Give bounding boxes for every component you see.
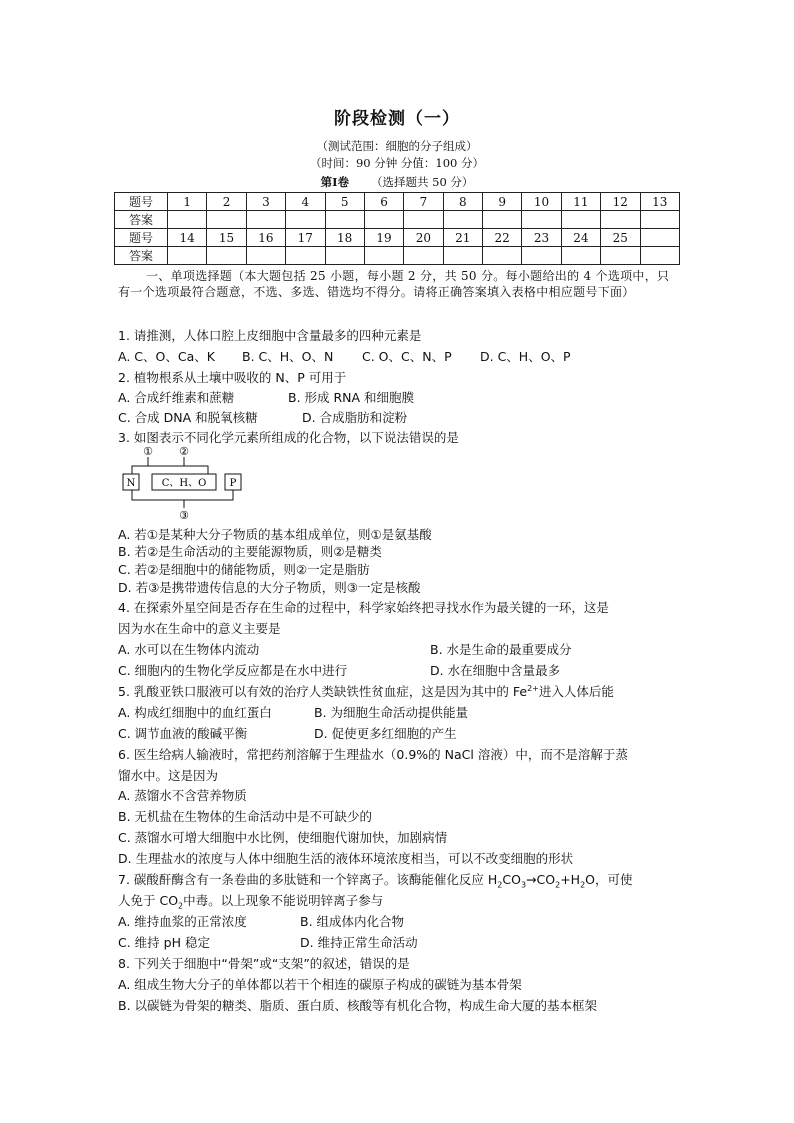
q8-option-b: B. 以碳链为骨架的糖类、脂质、蛋白质、核酸等有机化合物，构成生命大厦的基本框架 xyxy=(118,998,598,1013)
answer-table-cell xyxy=(364,247,403,265)
q3-option-d: D. 若③是携带遗传信息的大分子物质，则③一定是核酸 xyxy=(118,580,421,595)
question-4-stem-line1: 4. 在探索外星空间是否存在生命的过程中，科学家始终把寻找水作为最关键的一环，这是 xyxy=(118,600,609,615)
answer-table-cell xyxy=(483,247,522,265)
q7-text-i: O，可使 xyxy=(585,872,633,887)
q2-option-c: C. 合成 DNA 和脱氧核糖 xyxy=(118,410,258,425)
question-3-stem: 3. 如图表示不同化学元素所组成的化合物，以下说法错误的是 xyxy=(118,430,459,445)
q7-sub-1: 2 xyxy=(497,880,503,890)
diagram-box-cho-label: C、H、O xyxy=(161,478,207,489)
answer-table-row xyxy=(115,211,680,229)
q7-line2-a: 人免于 CO xyxy=(118,893,179,908)
q5-option-d: D. 促使更多红细胞的产生 xyxy=(314,726,457,741)
q7-sub-4: 2 xyxy=(580,880,586,890)
q7-text-g: +H xyxy=(560,872,581,887)
q4-option-b: B. 水是生命的最重要成分 xyxy=(430,642,572,657)
q2-option-a: A. 合成纤维素和蔗糖 xyxy=(118,390,235,405)
answer-table-cell: 19 xyxy=(364,229,403,247)
q1-option-b: B. C、H、O、N xyxy=(242,349,334,364)
answer-table-cell: 7 xyxy=(404,193,443,211)
answer-table-cell xyxy=(246,211,285,229)
q4-option-c: C. 细胞内的生物化学反应都是在水中进行 xyxy=(118,663,348,678)
question-7-stem-line2 xyxy=(118,891,383,911)
section-desc: （选择题共 50 分） xyxy=(370,175,474,189)
diagram-label-3: ③ xyxy=(179,509,189,522)
question-4-stem-line2: 因为水在生命中的意义主要是 xyxy=(118,621,281,636)
answer-table-cell xyxy=(325,211,364,229)
q7-sub-3: 2 xyxy=(555,880,561,890)
q7-text-e: →CO xyxy=(526,872,556,887)
answer-table-cell xyxy=(207,211,246,229)
q2-option-b: B. 形成 RNA 和细胞膜 xyxy=(288,390,415,405)
section-label: 第Ⅰ卷 xyxy=(320,175,349,189)
answer-table xyxy=(114,192,680,265)
answer-table-row xyxy=(115,247,680,265)
answer-table-cell: 2 xyxy=(207,193,246,211)
answer-table-cell: 8 xyxy=(443,193,482,211)
answer-table-cell: 14 xyxy=(168,229,207,247)
answer-table-cell xyxy=(168,247,207,265)
section-title xyxy=(0,174,794,190)
question-7-stem-line1 xyxy=(118,870,633,890)
answer-table-cell: 11 xyxy=(561,193,600,211)
answer-table-cell xyxy=(561,211,600,229)
answer-table-cell xyxy=(404,211,443,229)
q6-option-d: D. 生理盐水的浓度与人体中细胞生活的液体环境浓度相当，可以不改变细胞的形状 xyxy=(118,851,574,866)
answer-table-row-label: 答案 xyxy=(115,247,168,265)
answer-table-cell: 4 xyxy=(286,193,325,211)
q5-stem-part-a: 5. 乳酸亚铁口服液可以有效的治疗人类缺铁性贫血症，这是因为其中的 Fe xyxy=(118,684,528,699)
answer-table-cell: 15 xyxy=(207,229,246,247)
answer-table-cell xyxy=(640,247,680,265)
answer-table-row xyxy=(115,193,680,211)
answer-table-cell: 5 xyxy=(325,193,364,211)
answer-table-cell xyxy=(601,247,640,265)
q8-option-a: A. 组成生物大分子的单体都以若干个相连的碳原子构成的碳链为基本骨架 xyxy=(118,977,522,992)
q4-option-a: A. 水可以在生物体内流动 xyxy=(118,642,260,657)
q5-option-a: A. 构成红细胞中的血红蛋白 xyxy=(118,705,272,720)
answer-table-cell: 16 xyxy=(246,229,285,247)
answer-table-cell: 25 xyxy=(601,229,640,247)
answer-table-cell xyxy=(325,247,364,265)
answer-table-cell: 17 xyxy=(286,229,325,247)
answer-table-cell: 3 xyxy=(246,193,285,211)
answer-table-cell: 21 xyxy=(443,229,482,247)
q6-option-c: C. 蒸馏水可增大细胞中水比例，使细胞代谢加快，加剧病情 xyxy=(118,830,448,845)
q7-line2-sub: 2 xyxy=(178,901,184,911)
q7-line2-c: 中毒。以上现象不能说明锌离子参与 xyxy=(183,893,384,908)
answer-table-row-label: 题号 xyxy=(115,193,168,211)
answer-table-cell xyxy=(640,229,680,247)
answer-table-cell xyxy=(168,211,207,229)
answer-table-cell: 18 xyxy=(325,229,364,247)
q7-option-d: D. 维持正常生命活动 xyxy=(300,935,418,950)
test-scope: （测试范围：细胞的分子组成） xyxy=(316,139,478,153)
q5-option-c: C. 调节血液的酸碱平衡 xyxy=(118,726,248,741)
page-title: 阶段检测（一） xyxy=(334,109,460,129)
question-5-stem xyxy=(118,682,614,700)
answer-table-cell xyxy=(443,247,482,265)
question-6-stem-line2: 馏水中。这是因为 xyxy=(118,768,219,783)
answer-table-cell xyxy=(601,211,640,229)
answer-table-cell xyxy=(443,211,482,229)
q7-option-b: B. 组成体内化合物 xyxy=(300,914,405,929)
compound-diagram xyxy=(118,444,248,524)
answer-table-cell xyxy=(364,211,403,229)
q5-option-b: B. 为细胞生命活动提供能量 xyxy=(314,705,469,720)
answer-table-cell xyxy=(522,211,561,229)
diagram-box-n-label: N xyxy=(126,478,136,489)
q3-option-a: A. 若①是某种大分子物质的基本组成单位，则①是氨基酸 xyxy=(118,527,432,542)
q7-option-a: A. 维持血浆的正常浓度 xyxy=(118,914,247,929)
q7-sub-2: 3 xyxy=(520,880,527,890)
q2-option-d: D. 合成脂肪和淀粉 xyxy=(302,410,408,425)
answer-table-row-label: 答案 xyxy=(115,211,168,229)
answer-table-row-label: 题号 xyxy=(115,229,168,247)
q6-option-a: A. 蒸馏水不含营养物质 xyxy=(118,788,247,803)
answer-table-cell xyxy=(483,211,522,229)
answer-table-cell: 12 xyxy=(601,193,640,211)
time-and-score: （时间：90 分钟 分值：100 分） xyxy=(309,156,485,170)
answer-table-cell: 23 xyxy=(522,229,561,247)
diagram-box-p-label: P xyxy=(229,478,237,489)
answer-table-cell: 10 xyxy=(522,193,561,211)
q1-option-c: C. O、C、N、P xyxy=(362,349,452,364)
question-2-stem: 2. 植物根系从土壤中吸收的 N、P 可用于 xyxy=(118,370,347,385)
diagram-label-1: ① xyxy=(143,445,153,458)
answer-table-cell xyxy=(640,211,680,229)
answer-table-cell xyxy=(404,247,443,265)
q1-option-d: D. C、H、O、P xyxy=(480,349,571,364)
q4-option-d: D. 水在细胞中含量最多 xyxy=(430,663,561,678)
q3-option-c: C. 若②是细胞中的储能物质，则②一定是脂肪 xyxy=(118,562,370,577)
q7-text-a: 7. 碳酸酐酶含有一条卷曲的多肽链和一个锌离子。该酶能催化反应 H xyxy=(118,872,498,887)
answer-table-cell: 1 xyxy=(168,193,207,211)
instructions: 一、单项选择题（本大题包括 25 小题，每小题 2 分，共 50 分。每小题给出的 4 个选项中，只有一个选项最符合题意，不选、多选、错选均不得分。请将正确答案填入表格中相应题号下面） xyxy=(118,269,670,299)
q5-stem-part-b: 进入人体后能 xyxy=(538,684,614,699)
q7-text-c: CO xyxy=(502,872,521,887)
answer-table-cell: 6 xyxy=(364,193,403,211)
answer-table-row xyxy=(115,229,680,247)
answer-table-cell xyxy=(207,247,246,265)
q5-stem-superscript: 2+ xyxy=(527,683,539,693)
q3-option-b: B. 若②是生命活动的主要能源物质，则②是糖类 xyxy=(118,544,382,559)
answer-table-cell xyxy=(561,247,600,265)
answer-table-cell: 24 xyxy=(561,229,600,247)
question-1-stem: 1. 请推测，人体口腔上皮细胞中含量最多的四种元素是 xyxy=(118,328,422,343)
answer-table-cell: 22 xyxy=(483,229,522,247)
q6-option-b: B. 无机盐在生物体的生命活动中是不可缺少的 xyxy=(118,809,373,824)
q1-option-a: A. C、O、Ca、K xyxy=(118,349,215,364)
answer-table-cell xyxy=(286,247,325,265)
answer-table-cell: 13 xyxy=(640,193,680,211)
question-6-stem-line1: 6. 医生给病人输液时，常把药剂溶解于生理盐水（0.9%的 NaCl 溶液）中，而不是溶解于蒸 xyxy=(118,747,628,762)
answer-table-cell xyxy=(286,211,325,229)
diagram-label-2: ② xyxy=(179,445,189,458)
answer-table-cell xyxy=(522,247,561,265)
answer-table-cell xyxy=(246,247,285,265)
answer-table-cell: 20 xyxy=(404,229,443,247)
question-8-stem: 8. 下列关于细胞中“骨架”或“支架”的叙述，错误的是 xyxy=(118,956,410,971)
answer-table-cell: 9 xyxy=(483,193,522,211)
q7-option-c: C. 维持 pH 稳定 xyxy=(118,935,210,950)
